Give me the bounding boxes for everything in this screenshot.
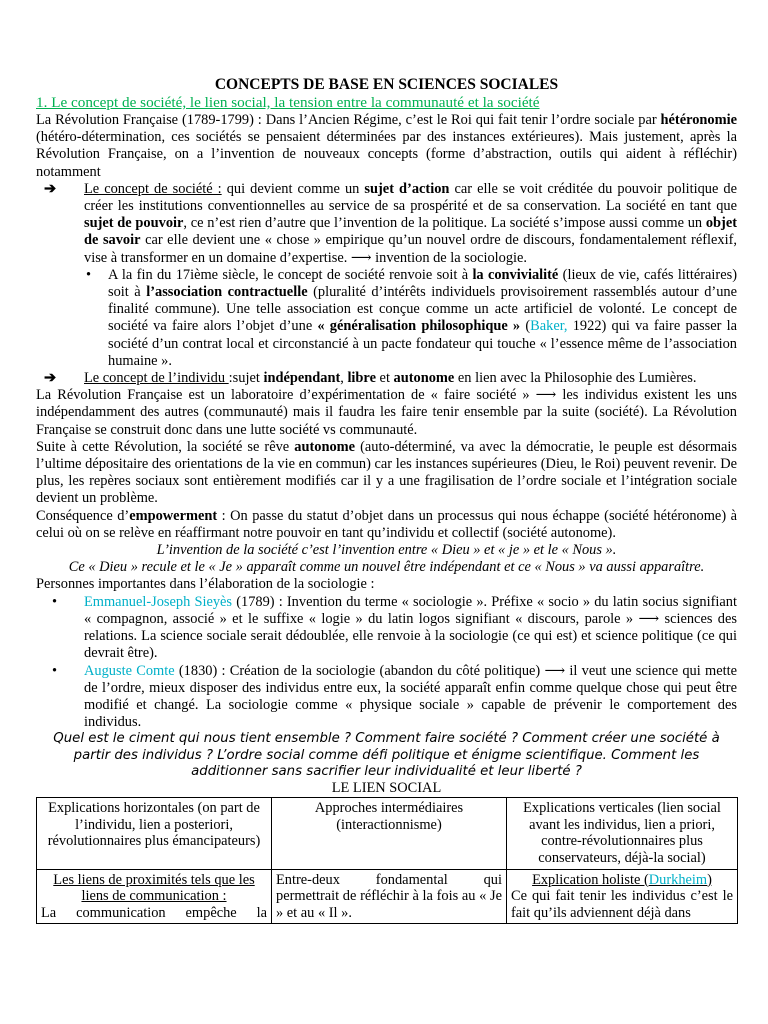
paragraph-empowerment: Conséquence d’empowerment : On passe du statut d’objet dans un processus qui nous échappe (société hétéronome) à celui où on se relève en réaffirmant notre pouvoir en tant qu’individu et collectif (société autonome). [36, 507, 737, 541]
persons-intro: Personnes importantes dans l’élaboration de la sociologie : [36, 576, 375, 593]
header-cell-intermediaires: Approches intermédiaires (interactionnisme) [272, 798, 507, 869]
bullet-dot-icon: • [52, 593, 58, 610]
table-header-row [37, 798, 738, 869]
cell-intermediaires: Entre-deux fondamental qui permettrait de réfléchir à la fois au « Je » et au « Il ». [272, 869, 507, 924]
header-cell-horizontales: Explications horizontales (on part de l’individu, lien a posteriori, révolutionnaires plus émancipateurs) [37, 798, 272, 869]
person-item-comte: • Auguste Comte (1830) : Création de la sociologie (abandon du côté politique) ⟶ il veut une science qui mette de l’ordre, mieux disposer des individus entre eux, la société apparaît enfin comme quelque chose qui peut être modifié et changé. La sociologie comme « physique sociale » capable de prévenir le comportement des individus. [52, 662, 737, 731]
question-block: Quel est le ciment qui nous tient ensemble ? Comment faire société ? Comment créer une société à partir des individus ? L’ordre social comme défi politique et énigme scientifique. Comment les additionner sans sacrifier leur individualité et leur liberté ? [53, 731, 720, 779]
sieyes-link[interactable]: Emmanuel-Joseph Sieyès [84, 593, 233, 610]
durkheim-link[interactable]: Durkheim [648, 871, 708, 888]
person-item-sieyes: • Emmanuel-Joseph Sieyès (1789) : Invention du terme « sociologie ». Préfixe « socio » du latin socius signifiant « compagnon, associé » et le suffixe « logie » du latin logos signifiant « discours, parole » ⟶ sciences des relations. La science sociale serait dédoublée, elle renvoie à la sociologie (ce qui est) et science politique (ce qui devrait être). [52, 593, 737, 662]
header-cell-verticales: Explications verticales (lien social avant les individus, lien a priori, contre-révolutionnaires plus conservateurs, déjà-la social) [507, 798, 738, 869]
arrow-item-individu: ➔ Le concept de l’individu :sujet indépendant, libre et autonome en lien avec la Philosophie des Lumières. [44, 370, 697, 387]
cell-verticales: Explication holiste (Durkheim) Ce qui fait tenir les individus c’est le fait qu’ils adviennent déjà dans [507, 869, 738, 924]
comte-link[interactable]: Auguste Comte [84, 662, 175, 679]
baker-link[interactable]: Baker, [530, 318, 568, 335]
italic-line-1: L’invention de la société c’est l’invention entre « Dieu » et « je » et le « Nous ». [156, 542, 617, 559]
arrow-bullet-icon: ➔ [44, 180, 57, 197]
intro-paragraph: La Révolution Française (1789-1799) : Dans l’Ancien Régime, c’est le Roi qui fait tenir l’ordre sociale par hétéronomie (hétéro-détermination, ces sociétés se pensaient déterminées par des instances extérieures). Mais justement, après la Révolution Française, on a l’invention de nouveaux concepts (forme d’abstraction, outils qui aident à réfléchir) notamment [36, 112, 737, 180]
arrow-bullet-icon: ➔ [44, 370, 57, 387]
section-heading: 1. Le concept de société, le lien social, la tension entre la communauté et la société [36, 94, 540, 111]
table-title: LE LIEN SOCIAL [331, 779, 442, 796]
document-page [36, 76, 737, 924]
bullet-item-17e-siecle: • A la fin du 17ième siècle, le concept de société renvoie soit à la convivialité (lieux de vie, cafés littéraires) soit à l’association contractuelle (pluralité d’intérêts individuels provisoirement rassemblés autour d’une finalité commune). Une telle association est conçue comme un acte artificiel de volonté. Le concept de société va faire alors l’objet d’une « généralisation philosophique » (Baker, 1922) qui va faire passer la société d’un contrat local et circonstancié à un pacte fondateur qui touche « l’essence même de l’association humaine ». [86, 266, 738, 369]
paragraph-autonome: Suite à cette Révolution, la société se rêve autonome (auto-déterminé, va avec la démocratie, le peuple est désormais l’ultime dépositaire des orientations de la vie en commun) car les instances supérieures (Dieu, le Roi) peuvent revenir. De plus, les repères sociaux sont entièrement modifiés car il y a une fragilisation de l’ordre sociale et l’intégration sociale devient un problème. [36, 438, 737, 507]
cell-horizontales: Les liens de proximités tels que les liens de communication : La communication empêche la [37, 869, 272, 924]
table-row [37, 869, 738, 924]
paragraph-laboratoire: La Révolution Française est un laboratoire d’expérimentation de « faire société » ⟶ les individus existent les uns indépendamment des autres (communauté) mais il faudra les faire tenir ensemble par la suite (société). La Révolution Française se construit donc dans une lutte société vs communauté. [36, 387, 737, 438]
bullet-dot-icon: • [86, 266, 92, 283]
page-title: CONCEPTS DE BASE EN SCIENCES SOCIALES [214, 76, 559, 93]
bullet-dot-icon: • [52, 662, 58, 679]
lien-social-table [36, 797, 738, 924]
arrow-item-societe: ➔ Le concept de société : qui devient comme un sujet d’action car elle se voit créditée du pouvoir politique de créer les institutions conventionnelles au service de sa prospérité et de sa conservation. La société en tant que sujet de pouvoir, ce n’est rien d’autre que l’invention de la politique. La société s’impose aussi comme un objet de savoir car elle devient une « chose » empirique qu’un nouvel ordre de discours, fondamentalement réflexif, vise à transformer en un domaine d’expertise. ⟶ invention de la sociologie. [44, 180, 737, 266]
italic-line-2: Ce « Dieu » recule et le « Je » apparaît comme un nouvel être indépendant et ce « Nous » va aussi apparaître. [68, 559, 705, 576]
